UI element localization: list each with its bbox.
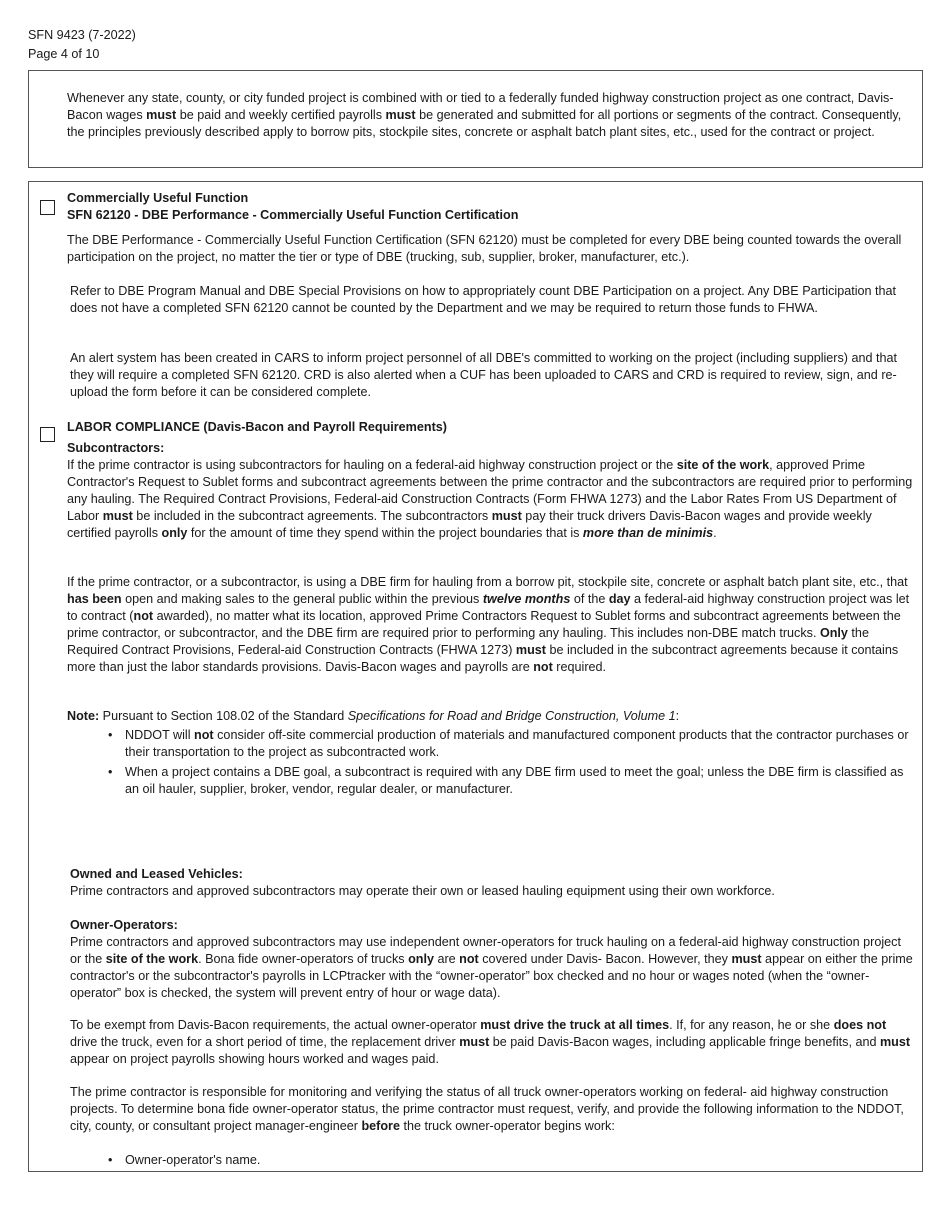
form-id: SFN 9423 (7-2022) — [28, 28, 136, 42]
owner-operators-paragraph-2: To be exempt from Davis-Bacon requirements, the actual owner-operator must drive the truck at all times. If, for any reason, he or she does not drive the truck, even for a short period of time, the replacement driver must be paid Davis-Bacon wages, including applicable fringe benefits, and must appear on project payrolls showing hours worked and wages paid. — [70, 1018, 911, 1066]
subcontractors-paragraph: If the prime contractor is using subcontractors for hauling on a federal-aid highway construction project or the site of the work, approved Prime Contractor's Request to Sublet forms and subcontract agreements between the prime contractor and the subcontractors are required prior to performing any hauling. The Required Contract Provisions, Federal-aid Construction Contracts (Form FHWA 1273) and the Labor Rates From US Department of Labor must be included in the subcontract agreements. The subcontractors must pay their truck drivers Davis-Bacon wages and provide weekly certified payrolls only for the amount of time they spend within the project boundaries that is more than de minimis. — [67, 458, 913, 540]
owner-operator-info-item: • Owner-operator's name. — [125, 1152, 915, 1169]
owner-operators-heading: Owner-Operators: — [70, 918, 178, 932]
cuf-checkbox[interactable] — [40, 200, 55, 215]
note-bullet-2: • When a project contains a DBE goal, a subcontract is required with any DBE firm used to meet the goal; unless the DBE firm is classified as an oil hauler, supplier, broker, vendor, regular dealer, or manufacturer. — [125, 764, 915, 798]
labor-heading: LABOR COMPLIANCE (Davis-Bacon and Payroll Requirements) — [67, 420, 447, 434]
state-funded-box — [28, 70, 923, 168]
state-funded-paragraph: Whenever any state, county, or city funded project is combined with or tied to a federally funded highway construction project as one contract, Davis-Bacon wages must be paid and weekly certified payrolls must be generated and submitted for all portions or segments of the contract. Consequently, the principles previously described apply to borrow pits, stockpile sites, concrete or asphalt batch plant sites, etc., used for the contract or project. — [67, 91, 902, 139]
subcontractors-heading: Subcontractors: — [67, 441, 165, 455]
note-bullet-1: • NDDOT will not consider off-site commercial production of materials and manufactured component products that the contractor purchases or their transportation to the project as subcontracted work. — [125, 727, 915, 761]
cuf-paragraph-1: The DBE Performance - Commercially Useful Function Certification (SFN 62120) must be completed for every DBE being counted towards the overall participation on the project, no matter the tier or type of DBE (trucking, sub, supplier, broker, manufacturer, etc.). — [67, 233, 902, 264]
cuf-paragraph-2: Refer to DBE Program Manual and DBE Special Provisions on how to appropriately count DBE Participation on a project. Any DBE Participation that does not have a completed SFN 62120 cannot be counted by the Department and we may be required to return those funds to FHWA. — [70, 284, 897, 315]
page-number: Page 4 of 10 — [28, 47, 100, 61]
owned-heading: Owned and Leased Vehicles: — [70, 867, 243, 881]
note-bullets — [125, 727, 915, 798]
page-header — [28, 26, 136, 64]
owner-operator-info-list — [125, 1152, 915, 1169]
cuf-heading-title: Commercially Useful Function — [67, 191, 249, 205]
dbe-hauling-paragraph: If the prime contractor, or a subcontractor, is using a DBE firm for hauling from a borrow pit, stockpile site, concrete or asphalt batch plant site, etc., that has been open and making sales to the general public within the previous twelve months of the day a federal-aid highway construction project was let to contract (not awarded), no matter what its location, approved Prime Contractors Request to Sublet forms and subcontract agreements between the prime contractor, or subcontractor, and the DBE firm are required prior to performing any hauling. This includes non-DBE match trucks. Only the Required Contract Provisions, Federal-aid Construction Contracts (FHWA 1273) must be included in the subcontract agreements because it contains more than just the labor standards provisions. Davis-Bacon wages and payrolls are not required. — [67, 575, 910, 674]
owned-paragraph: Prime contractors and approved subcontractors may operate their own or leased hauling equipment using their own workforce. — [70, 884, 775, 898]
cuf-heading-form: SFN 62120 - DBE Performance - Commercially Useful Function Certification — [67, 208, 519, 222]
owner-operators-paragraph-3: The prime contractor is responsible for monitoring and verifying the status of all truck owner-operators working on federal- aid highway construction projects. To determine bona fide owner-operator status, the prime contractor must request, verify, and provide the following information to the NDDOT, city, county, or consultant project manager-engineer before the truck owner-operator begins work: — [70, 1085, 904, 1133]
note-paragraph: Note: Pursuant to Section 108.02 of the Standard Specifications for Road and Bridge Construction, Volume 1: — [67, 709, 680, 723]
owner-operators-paragraph-1: Prime contractors and approved subcontractors may use independent owner-operators for truck hauling on a federal-aid highway construction project or the site of the work. Bona fide owner-operators of trucks only are not covered under Davis- Bacon. However, they must appear on either the prime contractor's or the subcontractor's payrolls in LCPtracker with the “owner-operator” box checked and no hour or wages noted (when the “owner-operator” box is checked, the system will prevent entry of hour or wage data). — [70, 935, 913, 1000]
labor-checkbox[interactable] — [40, 427, 55, 442]
requirements-box — [28, 181, 923, 1172]
cuf-paragraph-3: An alert system has been created in CARS to inform project personnel of all DBE's committed to working on the project (including suppliers) and that they will require a completed SFN 62120. CRD is also alerted when a CUF has been uploaded to CARS and CRD is required to review, sign, and re-upload the form before it can be considered complete. — [70, 351, 897, 399]
cuf-heading — [67, 190, 912, 224]
